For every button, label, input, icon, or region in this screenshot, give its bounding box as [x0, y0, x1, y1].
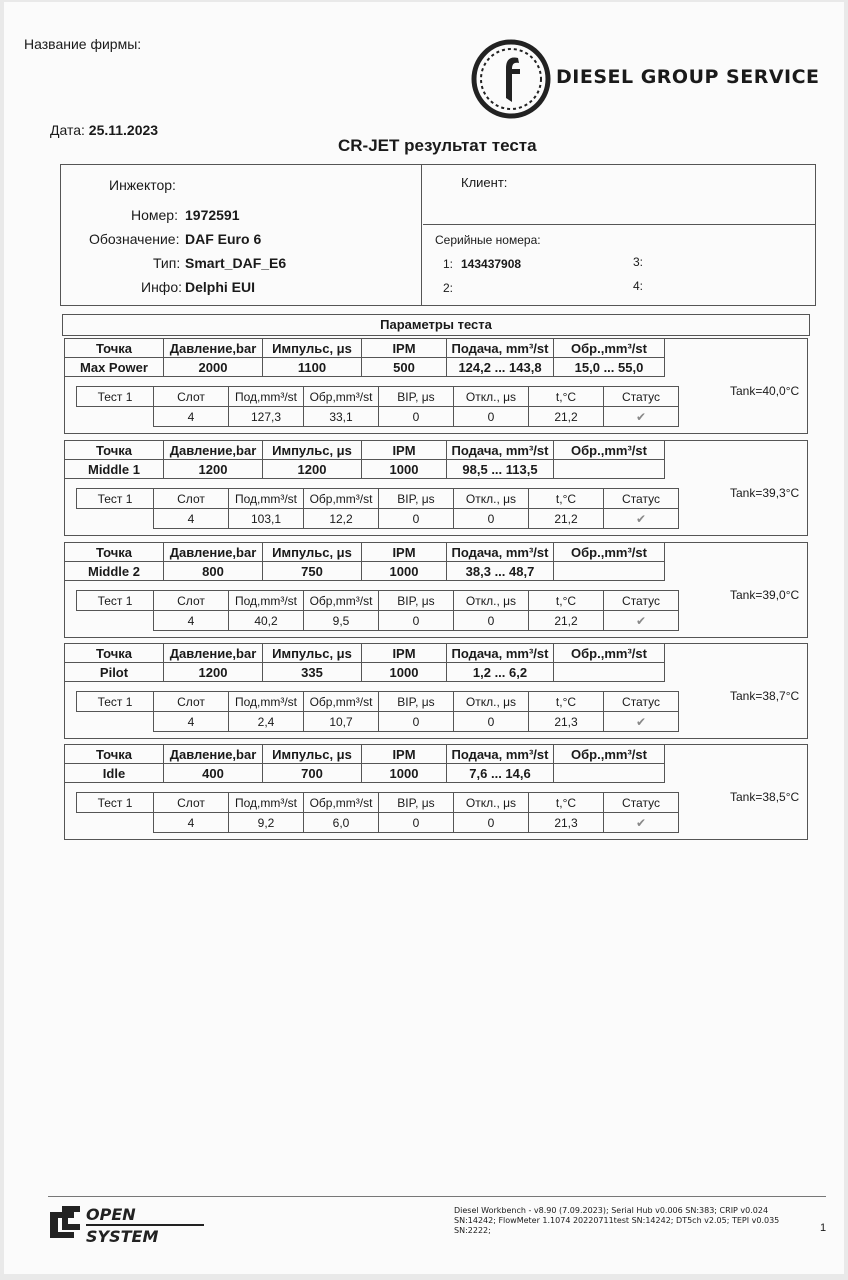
point-backflow-range: [554, 460, 665, 479]
point-pressure: 1200: [164, 460, 263, 479]
point-pulse: 335: [263, 663, 362, 682]
sub-header-deviation: Откл., μs: [454, 793, 529, 813]
col-header-delivery: Подача, mm³/st: [447, 543, 554, 562]
result-empty-cell: [77, 712, 154, 732]
col-header-delivery: Подача, mm³/st: [447, 644, 554, 663]
point-name: Max Power: [65, 358, 164, 377]
col-header-pressure: Давление,bar: [164, 644, 263, 663]
col-header-point: Точка: [65, 644, 164, 663]
tank-temperature: Tank=39,3°C: [730, 486, 800, 500]
test-point-block: [64, 440, 808, 536]
point-name: Middle 1: [65, 460, 164, 479]
tank-temperature: Tank=38,5°C: [730, 790, 800, 804]
result-empty-cell: [77, 407, 154, 427]
sub-header-bip: BIP, μs: [379, 387, 454, 407]
sub-header-test: Тест 1: [77, 692, 154, 712]
result-slot: 4: [154, 813, 229, 833]
client-label: Клиент:: [461, 175, 508, 190]
col-header-backflow: Обр.,mm³/st: [554, 441, 665, 460]
info-value: Delphi EUI: [185, 279, 256, 295]
result-slot: 4: [154, 407, 229, 427]
result-backflow: 9,5: [304, 611, 379, 631]
sub-header-deviation: Откл., μs: [454, 387, 529, 407]
sub-header-test: Тест 1: [77, 591, 154, 611]
designation-label: Обозначение:: [89, 231, 180, 247]
brand-name: DIESEL GROUP SERVICE: [556, 66, 820, 88]
result-bip: 0: [379, 407, 454, 427]
sub-header-backflow: Обр,mm³/st: [304, 489, 379, 509]
point-pressure: 2000: [164, 358, 263, 377]
result-slot: 4: [154, 712, 229, 732]
point-pulse: 1200: [263, 460, 362, 479]
page-number: 1: [820, 1222, 827, 1234]
col-header-pressure: Давление,bar: [164, 745, 263, 764]
sub-header-test: Тест 1: [77, 793, 154, 813]
result-empty-cell: [77, 509, 154, 529]
sub-header-status: Статус: [604, 692, 679, 712]
result-backflow: 10,7: [304, 712, 379, 732]
point-delivery-range: 98,5 ... 113,5: [447, 460, 554, 479]
point-delivery-range: 1,2 ... 6,2: [447, 663, 554, 682]
date-value: 25.11.2023: [88, 122, 159, 138]
col-header-pulse: Импульс, μs: [263, 644, 362, 663]
result-deviation: 0: [454, 712, 529, 732]
type-value: Smart_DAF_E6: [185, 255, 287, 271]
result-bip: 0: [379, 509, 454, 529]
point-delivery-range: 38,3 ... 48,7: [447, 562, 554, 581]
number-label: Номер:: [131, 207, 178, 223]
point-results-table: [76, 590, 679, 631]
result-bip: 0: [379, 611, 454, 631]
info-divider: [421, 165, 422, 305]
point-name: Middle 2: [65, 562, 164, 581]
sub-header-backflow: Обр,mm³/st: [304, 793, 379, 813]
sub-header-status: Статус: [604, 591, 679, 611]
open-system-logo: [46, 1202, 216, 1246]
result-temp: 21,3: [529, 813, 604, 833]
point-name: Idle: [65, 764, 164, 783]
sub-header-slot: Слот: [154, 692, 229, 712]
point-pressure: 800: [164, 562, 263, 581]
sub-header-status: Статус: [604, 793, 679, 813]
result-delivery: 127,3: [229, 407, 304, 427]
sub-header-temp: t,°C: [529, 387, 604, 407]
test-point-block: [64, 643, 808, 739]
status-check-icon: ✔: [604, 509, 679, 529]
point-ipm: 1000: [362, 764, 447, 783]
point-params-table: [64, 440, 665, 479]
col-header-ipm: IPM: [362, 543, 447, 562]
col-header-ipm: IPM: [362, 644, 447, 663]
sub-header-test: Тест 1: [77, 489, 154, 509]
col-header-pressure: Давление,bar: [164, 339, 263, 358]
logo-text-system: SYSTEM: [86, 1227, 159, 1246]
sub-header-slot: Слот: [154, 793, 229, 813]
point-backflow-range: [554, 764, 665, 783]
result-temp: 21,2: [529, 509, 604, 529]
result-bip: 0: [379, 712, 454, 732]
col-header-point: Точка: [65, 441, 164, 460]
col-header-backflow: Обр.,mm³/st: [554, 745, 665, 764]
point-results-table: [76, 691, 679, 732]
point-pressure: 400: [164, 764, 263, 783]
col-header-pressure: Давление,bar: [164, 441, 263, 460]
col-header-delivery: Подача, mm³/st: [447, 745, 554, 764]
sub-header-bip: BIP, μs: [379, 692, 454, 712]
number-value: 1972591: [185, 207, 240, 223]
col-header-delivery: Подача, mm³/st: [447, 339, 554, 358]
col-header-pulse: Импульс, μs: [263, 441, 362, 460]
point-pulse: 750: [263, 562, 362, 581]
point-results-table: [76, 792, 679, 833]
serial-1-label: 1:: [443, 257, 454, 271]
point-ipm: 1000: [362, 562, 447, 581]
sub-header-deviation: Откл., μs: [454, 692, 529, 712]
footer-divider: [48, 1196, 826, 1197]
result-delivery: 9,2: [229, 813, 304, 833]
serial-2-label: 2:: [443, 281, 454, 295]
point-params-table: [64, 338, 665, 377]
sub-header-temp: t,°C: [529, 793, 604, 813]
point-pressure: 1200: [164, 663, 263, 682]
result-temp: 21,2: [529, 407, 604, 427]
point-name: Pilot: [65, 663, 164, 682]
sub-header-backflow: Обр,mm³/st: [304, 692, 379, 712]
sub-header-slot: Слот: [154, 387, 229, 407]
point-delivery-range: 7,6 ... 14,6: [447, 764, 554, 783]
logo-text-open: OPEN: [86, 1205, 136, 1224]
sub-header-backflow: Обр,mm³/st: [304, 387, 379, 407]
result-deviation: 0: [454, 407, 529, 427]
col-header-pulse: Импульс, μs: [263, 745, 362, 764]
point-params-table: [64, 744, 665, 783]
report-date: [50, 122, 158, 138]
point-backflow-range: 15,0 ... 55,0: [554, 358, 665, 377]
result-deviation: 0: [454, 509, 529, 529]
result-backflow: 33,1: [304, 407, 379, 427]
status-check-icon: ✔: [604, 813, 679, 833]
col-header-backflow: Обр.,mm³/st: [554, 644, 665, 663]
result-backflow: 6,0: [304, 813, 379, 833]
tank-temperature: Tank=39,0°C: [730, 588, 800, 602]
point-backflow-range: [554, 562, 665, 581]
document-page: [4, 2, 844, 1274]
result-delivery: 103,1: [229, 509, 304, 529]
col-header-ipm: IPM: [362, 339, 447, 358]
status-check-icon: ✔: [604, 712, 679, 732]
result-delivery: 40,2: [229, 611, 304, 631]
sub-header-delivery: Под,mm³/st: [229, 793, 304, 813]
col-header-point: Точка: [65, 339, 164, 358]
result-temp: 21,3: [529, 712, 604, 732]
sub-header-slot: Слот: [154, 489, 229, 509]
point-ipm: 1000: [362, 460, 447, 479]
sub-header-deviation: Откл., μs: [454, 489, 529, 509]
col-header-pressure: Давление,bar: [164, 543, 263, 562]
tank-temperature: Tank=38,7°C: [730, 689, 800, 703]
sub-header-slot: Слот: [154, 591, 229, 611]
sub-header-bip: BIP, μs: [379, 591, 454, 611]
result-bip: 0: [379, 813, 454, 833]
col-header-point: Точка: [65, 543, 164, 562]
point-results-table: [76, 386, 679, 427]
col-header-point: Точка: [65, 745, 164, 764]
tank-temperature: Tank=40,0°C: [730, 384, 800, 398]
result-deviation: 0: [454, 611, 529, 631]
result-deviation: 0: [454, 813, 529, 833]
point-ipm: 1000: [362, 663, 447, 682]
test-point-block: [64, 338, 808, 434]
info-label: Инфо:: [141, 279, 182, 295]
point-params-table: [64, 643, 665, 682]
result-temp: 21,2: [529, 611, 604, 631]
type-label: Тип:: [153, 255, 181, 271]
serials-label: Серийные номера:: [435, 233, 541, 247]
sub-header-bip: BIP, μs: [379, 489, 454, 509]
client-divider: [423, 224, 815, 225]
col-header-pulse: Импульс, μs: [263, 543, 362, 562]
serial-3-label: 3:: [633, 255, 644, 269]
sub-header-status: Статус: [604, 489, 679, 509]
test-point-block: [64, 744, 808, 840]
point-delivery-range: 124,2 ... 143,8: [447, 358, 554, 377]
status-check-icon: ✔: [604, 611, 679, 631]
result-backflow: 12,2: [304, 509, 379, 529]
serial-4-label: 4:: [633, 279, 644, 293]
serial-1-value: 143437908: [461, 257, 522, 271]
sub-header-bip: BIP, μs: [379, 793, 454, 813]
col-header-ipm: IPM: [362, 745, 447, 764]
params-title: Параметры теста: [62, 314, 810, 336]
software-info: Diesel Workbench - v8.90 (7.09.2023); Serial Hub v0.006 SN:383; CRIP v0.024 SN:14242; FlowMeter 1.1074 20220711test SN:14242; DT5ch v2.05; TEPI v0.035 SN:2222;: [454, 1206, 780, 1235]
test-point-block: [64, 542, 808, 638]
point-ipm: 500: [362, 358, 447, 377]
sub-header-delivery: Под,mm³/st: [229, 692, 304, 712]
designation-value: DAF Euro 6: [185, 231, 262, 247]
point-params-table: [64, 542, 665, 581]
sub-header-delivery: Под,mm³/st: [229, 387, 304, 407]
col-header-backflow: Обр.,mm³/st: [554, 339, 665, 358]
col-header-pulse: Импульс, μs: [263, 339, 362, 358]
result-slot: 4: [154, 611, 229, 631]
point-backflow-range: [554, 663, 665, 682]
result-delivery: 2,4: [229, 712, 304, 732]
sub-header-backflow: Обр,mm³/st: [304, 591, 379, 611]
point-pulse: 700: [263, 764, 362, 783]
injector-label: Инжектор:: [109, 177, 176, 193]
sub-header-delivery: Под,mm³/st: [229, 591, 304, 611]
result-empty-cell: [77, 813, 154, 833]
result-slot: 4: [154, 509, 229, 529]
result-empty-cell: [77, 611, 154, 631]
diesel-group-logo: [470, 38, 552, 120]
col-header-delivery: Подача, mm³/st: [447, 441, 554, 460]
injector-info-box: [60, 164, 816, 306]
sub-header-temp: t,°C: [529, 591, 604, 611]
date-label: Дата:: [50, 122, 85, 138]
sub-header-delivery: Под,mm³/st: [229, 489, 304, 509]
point-pulse: 1100: [263, 358, 362, 377]
sub-header-deviation: Откл., μs: [454, 591, 529, 611]
sub-header-status: Статус: [604, 387, 679, 407]
sub-header-temp: t,°C: [529, 692, 604, 712]
point-results-table: [76, 488, 679, 529]
col-header-backflow: Обр.,mm³/st: [554, 543, 665, 562]
col-header-ipm: IPM: [362, 441, 447, 460]
sub-header-temp: t,°C: [529, 489, 604, 509]
report-title: CR-JET результат теста: [338, 136, 537, 155]
status-check-icon: ✔: [604, 407, 679, 427]
company-label: Название фирмы:: [24, 36, 142, 52]
sub-header-test: Тест 1: [77, 387, 154, 407]
